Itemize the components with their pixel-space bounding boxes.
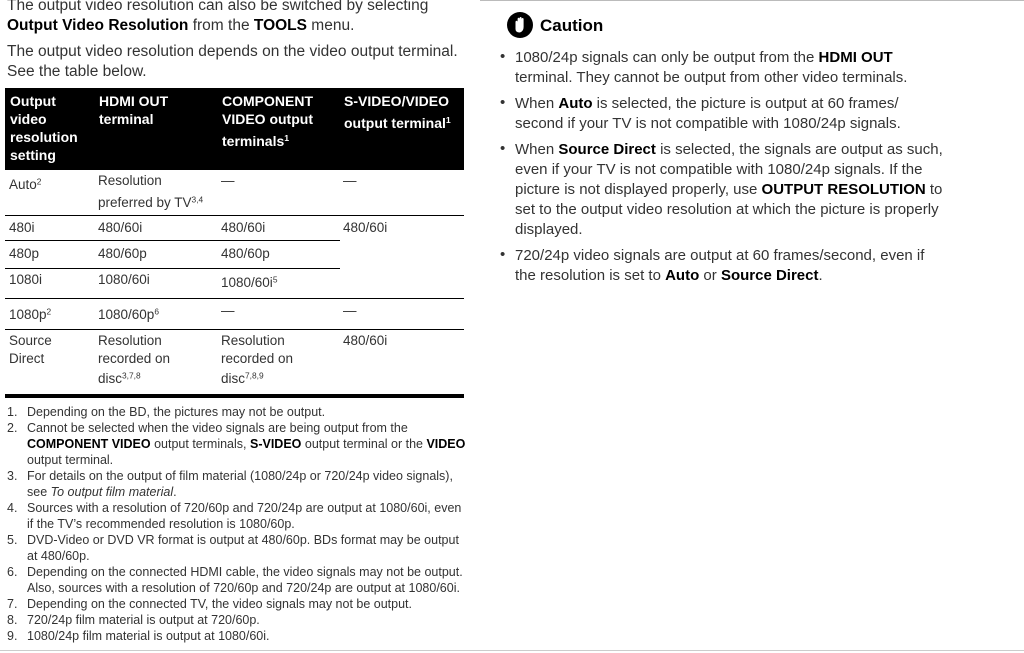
caution-item-3-cont: even if your TV is not compatible with 1080/24p signals. If the	[515, 161, 923, 178]
caution-item-4-cont: the resolution is set to Auto or Source Direct.	[515, 267, 823, 284]
hand-stop-icon	[507, 12, 533, 38]
row-divider	[5, 329, 464, 330]
cell-auto-hdmi: Resolution preferred by TV$^{3,4}$	[98, 173, 204, 210]
footnote-6: 6. Depending on the connected HDMI cable, the video signals may not be output.	[7, 565, 463, 579]
header-svideo: S-VIDEO/VIDEO output terminal$^1$	[344, 93, 451, 131]
footnote-2-cont: output terminal.	[27, 453, 114, 467]
footnote-5: 5. DVD-Video or DVD VR format is output at 480/60p. BDs format may be output	[7, 533, 459, 547]
caution-item-3-cont: set to the output video resolution at which the picture is properly	[515, 201, 939, 218]
table-bottom-rule	[5, 394, 464, 398]
header-component: COMPONENT VIDEO output terminals$^1$	[222, 93, 313, 149]
footnote-9: 9. 1080/24p film material is output at 1080/60i.	[7, 629, 270, 643]
cell-1080i-setting: 1080i	[9, 272, 43, 287]
header-output-setting: Output video resolution setting	[10, 93, 78, 163]
cell-source-direct-setting: Source Direct	[9, 333, 52, 366]
footnote-3: 3. For details on the output of film material (1080/24p or 720/24p video signals),	[7, 469, 453, 483]
cell-480p-component: 480/60p	[221, 246, 270, 261]
cell-auto-setting: Auto$^2$	[9, 176, 42, 192]
intro-line-2: Output Video Resolution from the TOOLS menu.	[7, 17, 355, 34]
cell-480p-hdmi: 480/60p	[98, 246, 147, 261]
caution-item-3-cont: displayed.	[515, 221, 583, 238]
caution-item-1-cont: terminal. They cannot be output from other video terminals.	[515, 69, 908, 86]
footnote-2-cont: COMPONENT VIDEO output terminals, S-VIDEO output terminal or the VIDEO	[27, 437, 466, 451]
row-divider	[5, 268, 340, 269]
cell-1080p-svideo: —	[343, 303, 357, 318]
row-divider	[5, 215, 464, 216]
cell-480i-component: 480/60i	[221, 220, 266, 235]
footnote-7: 7. Depending on the connected TV, the video signals may not be output.	[7, 597, 412, 611]
page-bottom-rule	[0, 650, 1024, 651]
caution-title: Caution	[540, 16, 604, 35]
cell-source-direct-component: Resolution recorded on disc$^{7,8,9}$	[221, 333, 294, 386]
cell-1080i-component: $1080/60i^5$	[221, 274, 278, 290]
cell-auto-component: —	[221, 173, 235, 188]
cell-source-direct-hdmi: Resolution recorded on disc$^{3,7,8}$	[98, 333, 171, 386]
cell-1080i-hdmi: 1080/60i	[98, 272, 150, 287]
footnote-4: 4. Sources with a resolution of 720/60p and 720/24p are output at 1080/60i, even	[7, 501, 462, 515]
footnote-2: 2. Cannot be selected when the video signals are being output from the	[7, 421, 408, 435]
footnote-4-cont: if the TV’s recommended resolution is 1080/60p.	[27, 517, 295, 531]
cell-1080p-setting: $1080p^2$	[9, 306, 52, 322]
cell-1080p-hdmi: $1080/60p^6$	[98, 306, 159, 322]
cell-480i-svideo: 480/60i	[343, 220, 388, 235]
intro-line-1: The output video resolution can also be switched by selecting	[7, 0, 429, 14]
bullet-icon: •	[500, 140, 506, 157]
bullet-icon: •	[500, 246, 506, 263]
row-divider	[5, 240, 340, 241]
footnote-8: 8. 720/24p film material is output at 720/60p.	[7, 613, 260, 627]
intro-line-3: The output video resolution depends on the video output terminal.	[7, 43, 458, 60]
footnote-3-cont: see To output film material.	[27, 485, 177, 499]
cell-480i-setting: 480i	[9, 220, 35, 235]
cell-480i-hdmi: 480/60i	[98, 220, 143, 235]
cell-480p-setting: 480p	[9, 246, 40, 261]
row-divider	[5, 298, 464, 299]
bullet-icon: •	[500, 48, 506, 65]
header-hdmi-out: HDMI OUT terminal	[99, 93, 169, 127]
top-rule	[480, 0, 1024, 1]
resolution-table	[5, 88, 464, 399]
cell-auto-svideo: —	[343, 173, 357, 188]
table-header	[5, 88, 464, 170]
film-material-link[interactable]: To output film material	[50, 485, 174, 499]
footnote-6-cont: Also, sources with a resolution of 720/60p and 720/24p are output at 1080/60i.	[27, 581, 460, 595]
caution-item-1: 1080/24p signals can only be output from the HDMI OUT	[515, 49, 893, 66]
caution-item-4: 720/24p video signals are output at 60 frames/second, even if	[515, 247, 925, 264]
caution-item-3-cont: picture is not displayed properly, use OUTPUT RESOLUTION to	[515, 181, 943, 198]
cell-1080p-component: —	[221, 303, 235, 318]
intro-line-4: See the table below.	[7, 63, 147, 80]
footnote-5-cont: at 480/60p.	[27, 549, 90, 563]
cell-source-direct-svideo: 480/60i	[343, 333, 388, 348]
caution-item-2: When Auto is selected, the picture is output at 60 frames/	[515, 95, 899, 112]
bullet-icon: •	[500, 94, 506, 111]
caution-item-2-cont: second if your TV is not compatible with 1080/24p signals.	[515, 115, 901, 132]
footnote-1: 1. Depending on the BD, the pictures may not be output.	[7, 405, 326, 419]
caution-item-3: When Source Direct is selected, the signals are output as such,	[515, 141, 943, 158]
